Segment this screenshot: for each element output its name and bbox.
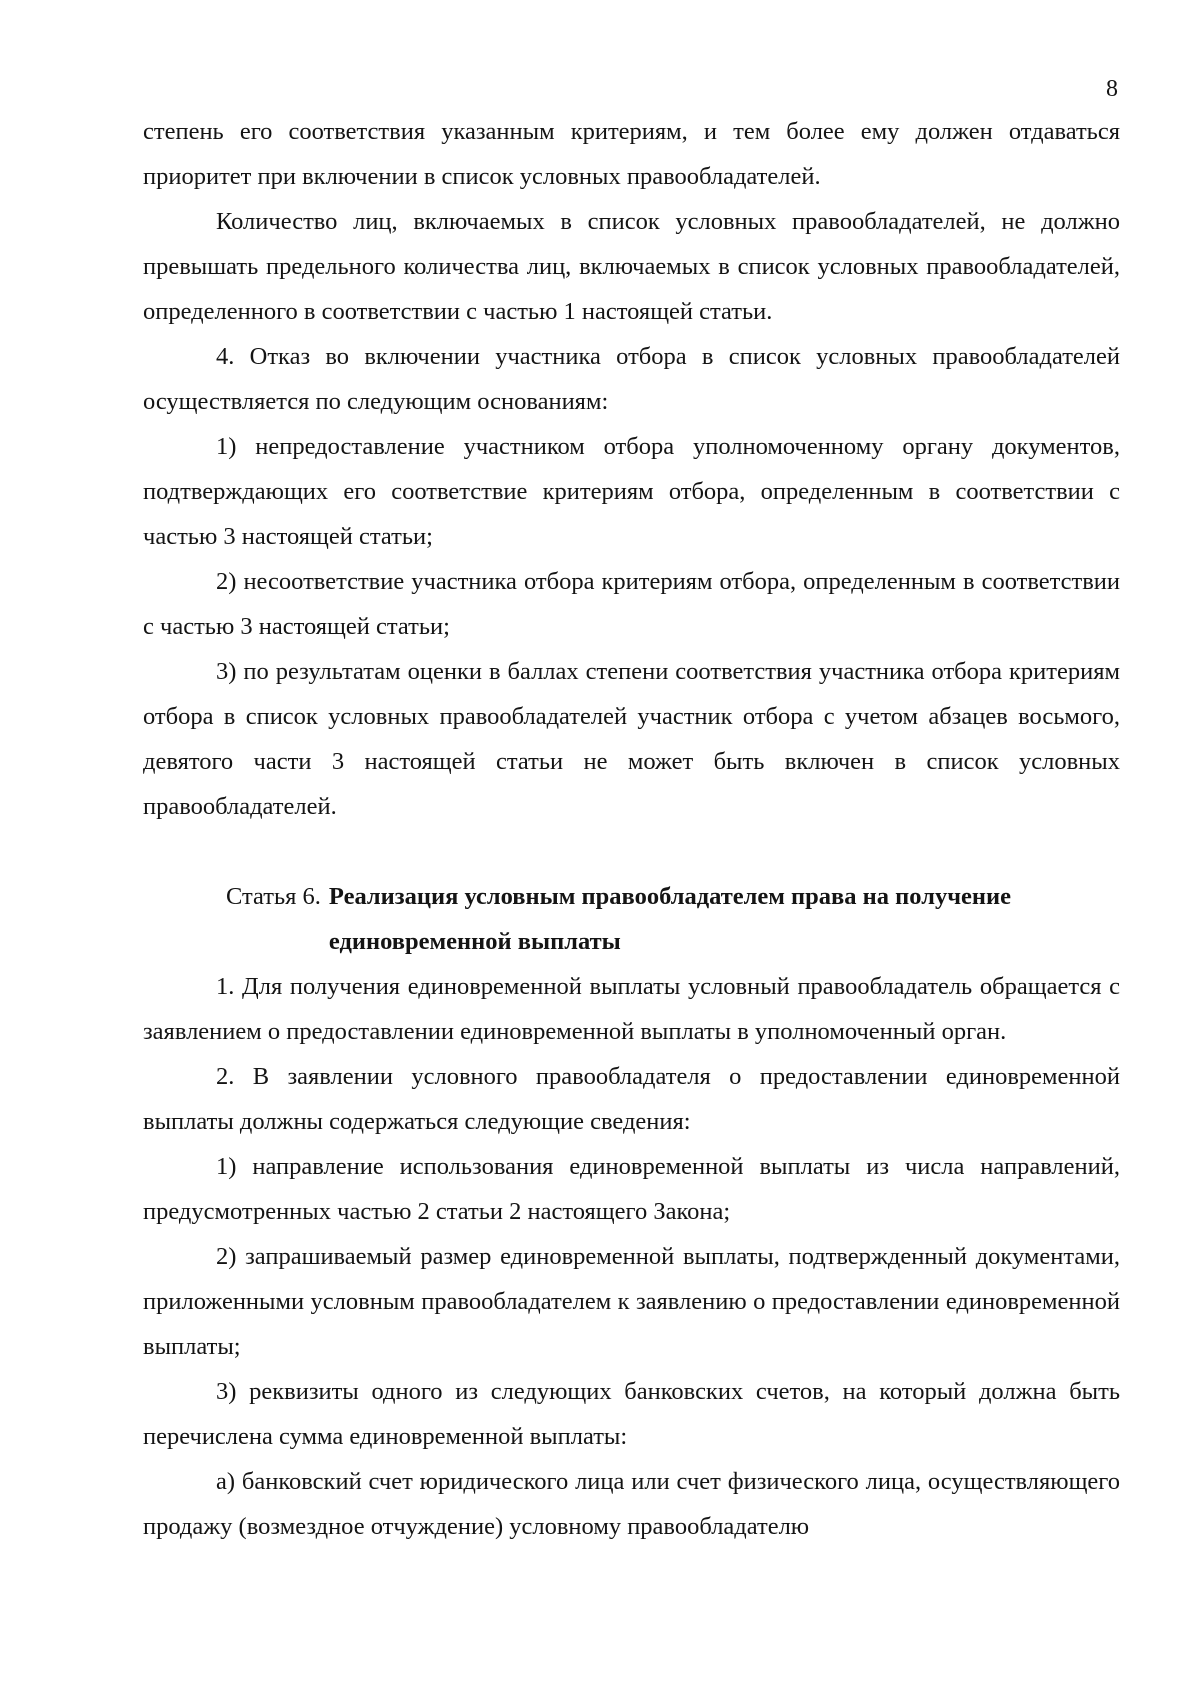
paragraph-application: 1. Для получения единовременной выплаты условный правообладатель обращается с заявлением о предоставлении единовременной выплаты в уполномоченный орган. <box>143 973 1120 1045</box>
paragraph-refusal-grounds: 4. Отказ во включении участника отбора в список условных правообладателей осуществляется по следующим основаниям: <box>143 343 1120 415</box>
paragraph-quantity-limit: Количество лиц, включаемых в список условных правообладателей, не должно превышать предельного количества лиц, включаемых в список условных правообладателей, определенного в соответствии с частью 1 настоящей статьи. <box>143 208 1120 325</box>
list-item-bank-details: 3) реквизиты одного из следующих банковских счетов, на который должна быть перечислена сумма единовременной выплаты: <box>143 1378 1120 1450</box>
document-body <box>143 109 1120 1549</box>
page-number: 8 <box>1106 76 1118 102</box>
article-label: Статья 6. <box>226 883 321 910</box>
paragraph-continuation: степень его соответствия указанным критериям, и тем более ему должен отдаваться приоритет при включении в список условных правообладателей. <box>143 118 1120 190</box>
list-item-1: 1) непредоставление участником отбора уполномоченному органу документов, подтверждающих его соответствие критериям отбора, определенным в соответствии с частью 3 настоящей статьи; <box>143 433 1120 550</box>
article-title: Реализация условным правообладателем права на получение единовременной выплаты <box>328 883 1011 955</box>
article-heading <box>143 874 1120 964</box>
sublist-item-a: а) банковский счет юридического лица или счет физического лица, осуществляющего продажу (возмездное отчуждение) условному правообладателю <box>143 1468 1120 1540</box>
list-item-amount: 2) запрашиваемый размер единовременной выплаты, подтвержденный документами, приложенными условным правообладателем к заявлению о предоставлении единовременной выплаты; <box>143 1243 1120 1360</box>
list-item-direction: 1) направление использования единовременной выплаты из числа направлений, предусмотренных частью 2 статьи 2 настоящего Закона; <box>143 1153 1120 1225</box>
section-gap <box>143 829 1120 874</box>
list-item-3: 3) по результатам оценки в баллах степени соответствия участника отбора критериям отбора в список условных правообладателей участник отбора с учетом абзацев восьмого, девятого части 3 настоящей статьи не может быть включен в список условных правообладателей. <box>143 658 1120 820</box>
list-item-2: 2) несоответствие участника отбора критериям отбора, определенным в соответствии с частью 3 настоящей статьи; <box>143 568 1120 640</box>
paragraph-application-contents: 2. В заявлении условного правообладателя о предоставлении единовременной выплаты должны содержаться следующие сведения: <box>143 1063 1120 1135</box>
